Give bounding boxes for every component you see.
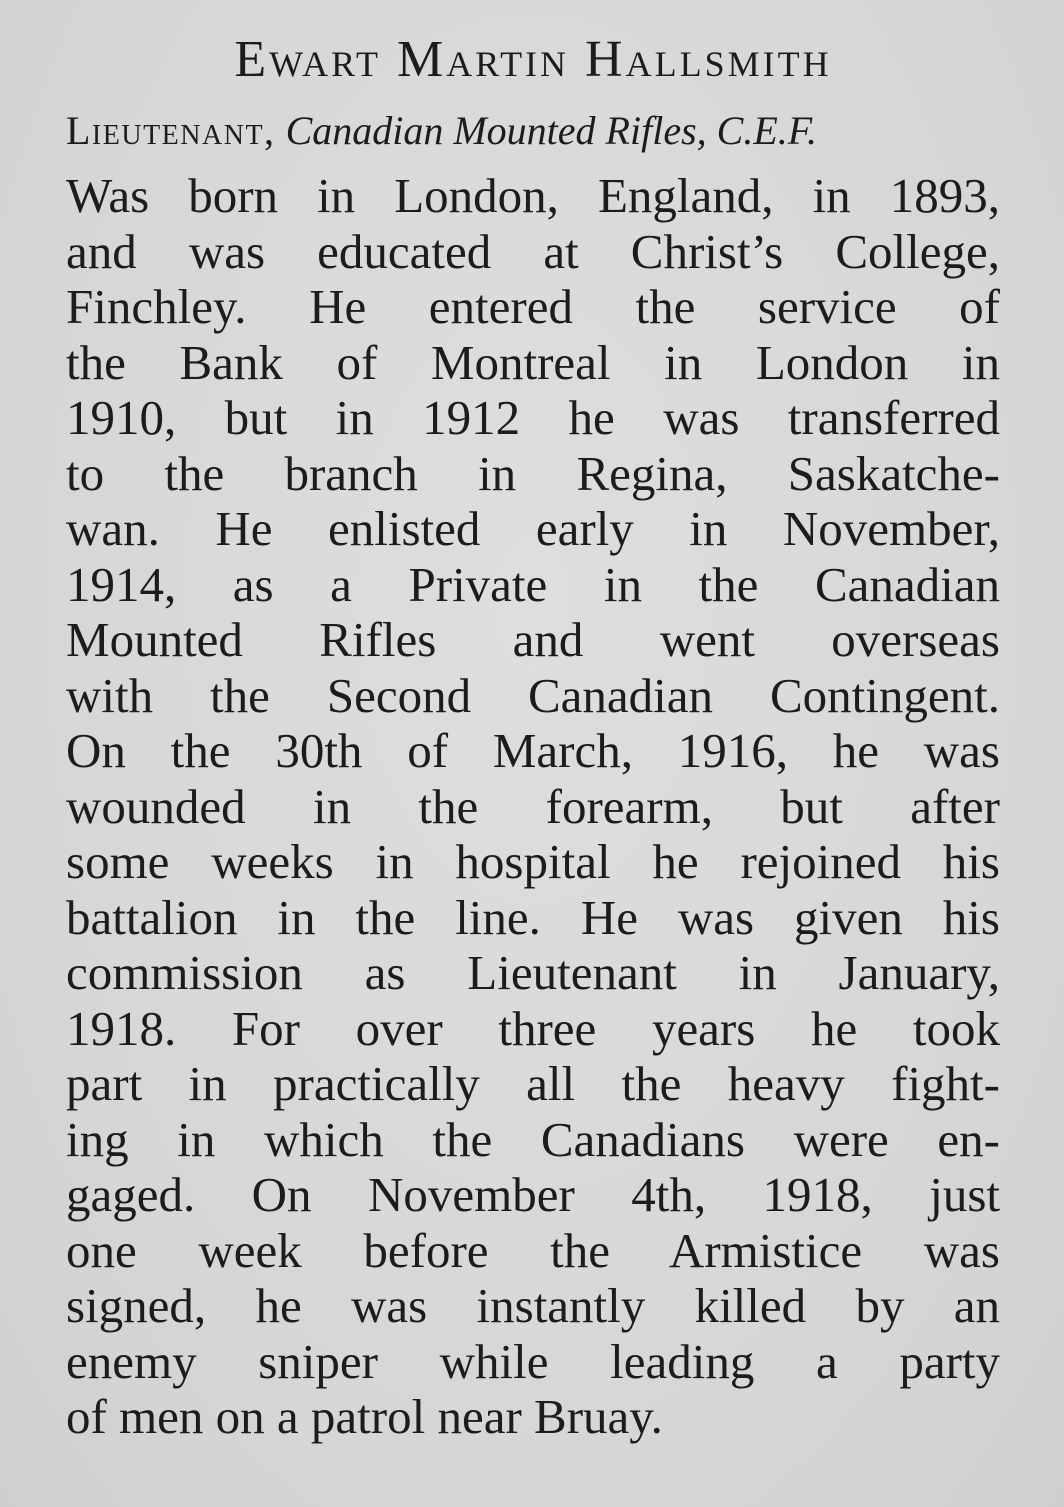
text-line: some weeks in hospital he rejoined his <box>66 834 1000 889</box>
unit: Canadian Mounted Rifles, C.E.F. <box>285 108 818 153</box>
text-line: the Bank of Montreal in London in <box>66 334 1000 390</box>
text-line: 1914, as a Private in the Canadian <box>66 556 1000 612</box>
text-line: ing in which the Canadians were en- <box>66 1111 1000 1167</box>
text-line: commission as Lieutenant in January, <box>66 945 1000 1000</box>
biography-text <box>66 168 1000 1445</box>
text-line: of men on a patrol near Bruay. <box>66 1389 663 1444</box>
text-line: gaged. On November 4th, 1918, just <box>66 1167 1000 1222</box>
text-line: and was educated at Christ’s College, <box>66 223 1000 279</box>
text-line: Was born in London, England, in 1893, <box>66 168 1000 223</box>
person-name: Ewart Martin Hallsmith <box>234 31 832 88</box>
text-line: 1910, but in 1912 he was transferred <box>66 390 1000 445</box>
rank-and-unit <box>66 106 1000 156</box>
text-line: wan. He enlisted early in November, <box>66 501 1000 556</box>
text-line: battalion in the line. He was given his <box>66 889 1000 945</box>
text-line: part in practically all the heavy fight- <box>66 1056 1000 1111</box>
rank: Lieutenant, <box>66 108 276 153</box>
text-line: 1918. For over three years he took <box>66 1000 1000 1056</box>
text-line: signed, he was instantly killed by an <box>66 1278 1000 1333</box>
text-line: enemy sniper while leading a party <box>66 1333 1000 1389</box>
text-line: one week before the Armistice was <box>66 1222 1000 1278</box>
text-line: with the Second Canadian Contingent. <box>66 667 1000 723</box>
text-line: On the 30th of March, 1916, he was <box>66 723 1000 778</box>
text-line: to the branch in Regina, Saskatche- <box>66 445 1000 501</box>
text-line: Mounted Rifles and went overseas <box>66 612 1000 667</box>
text-line: Finchley. He entered the service of <box>66 279 1000 334</box>
text-line: wounded in the forearm, but after <box>66 778 1000 834</box>
